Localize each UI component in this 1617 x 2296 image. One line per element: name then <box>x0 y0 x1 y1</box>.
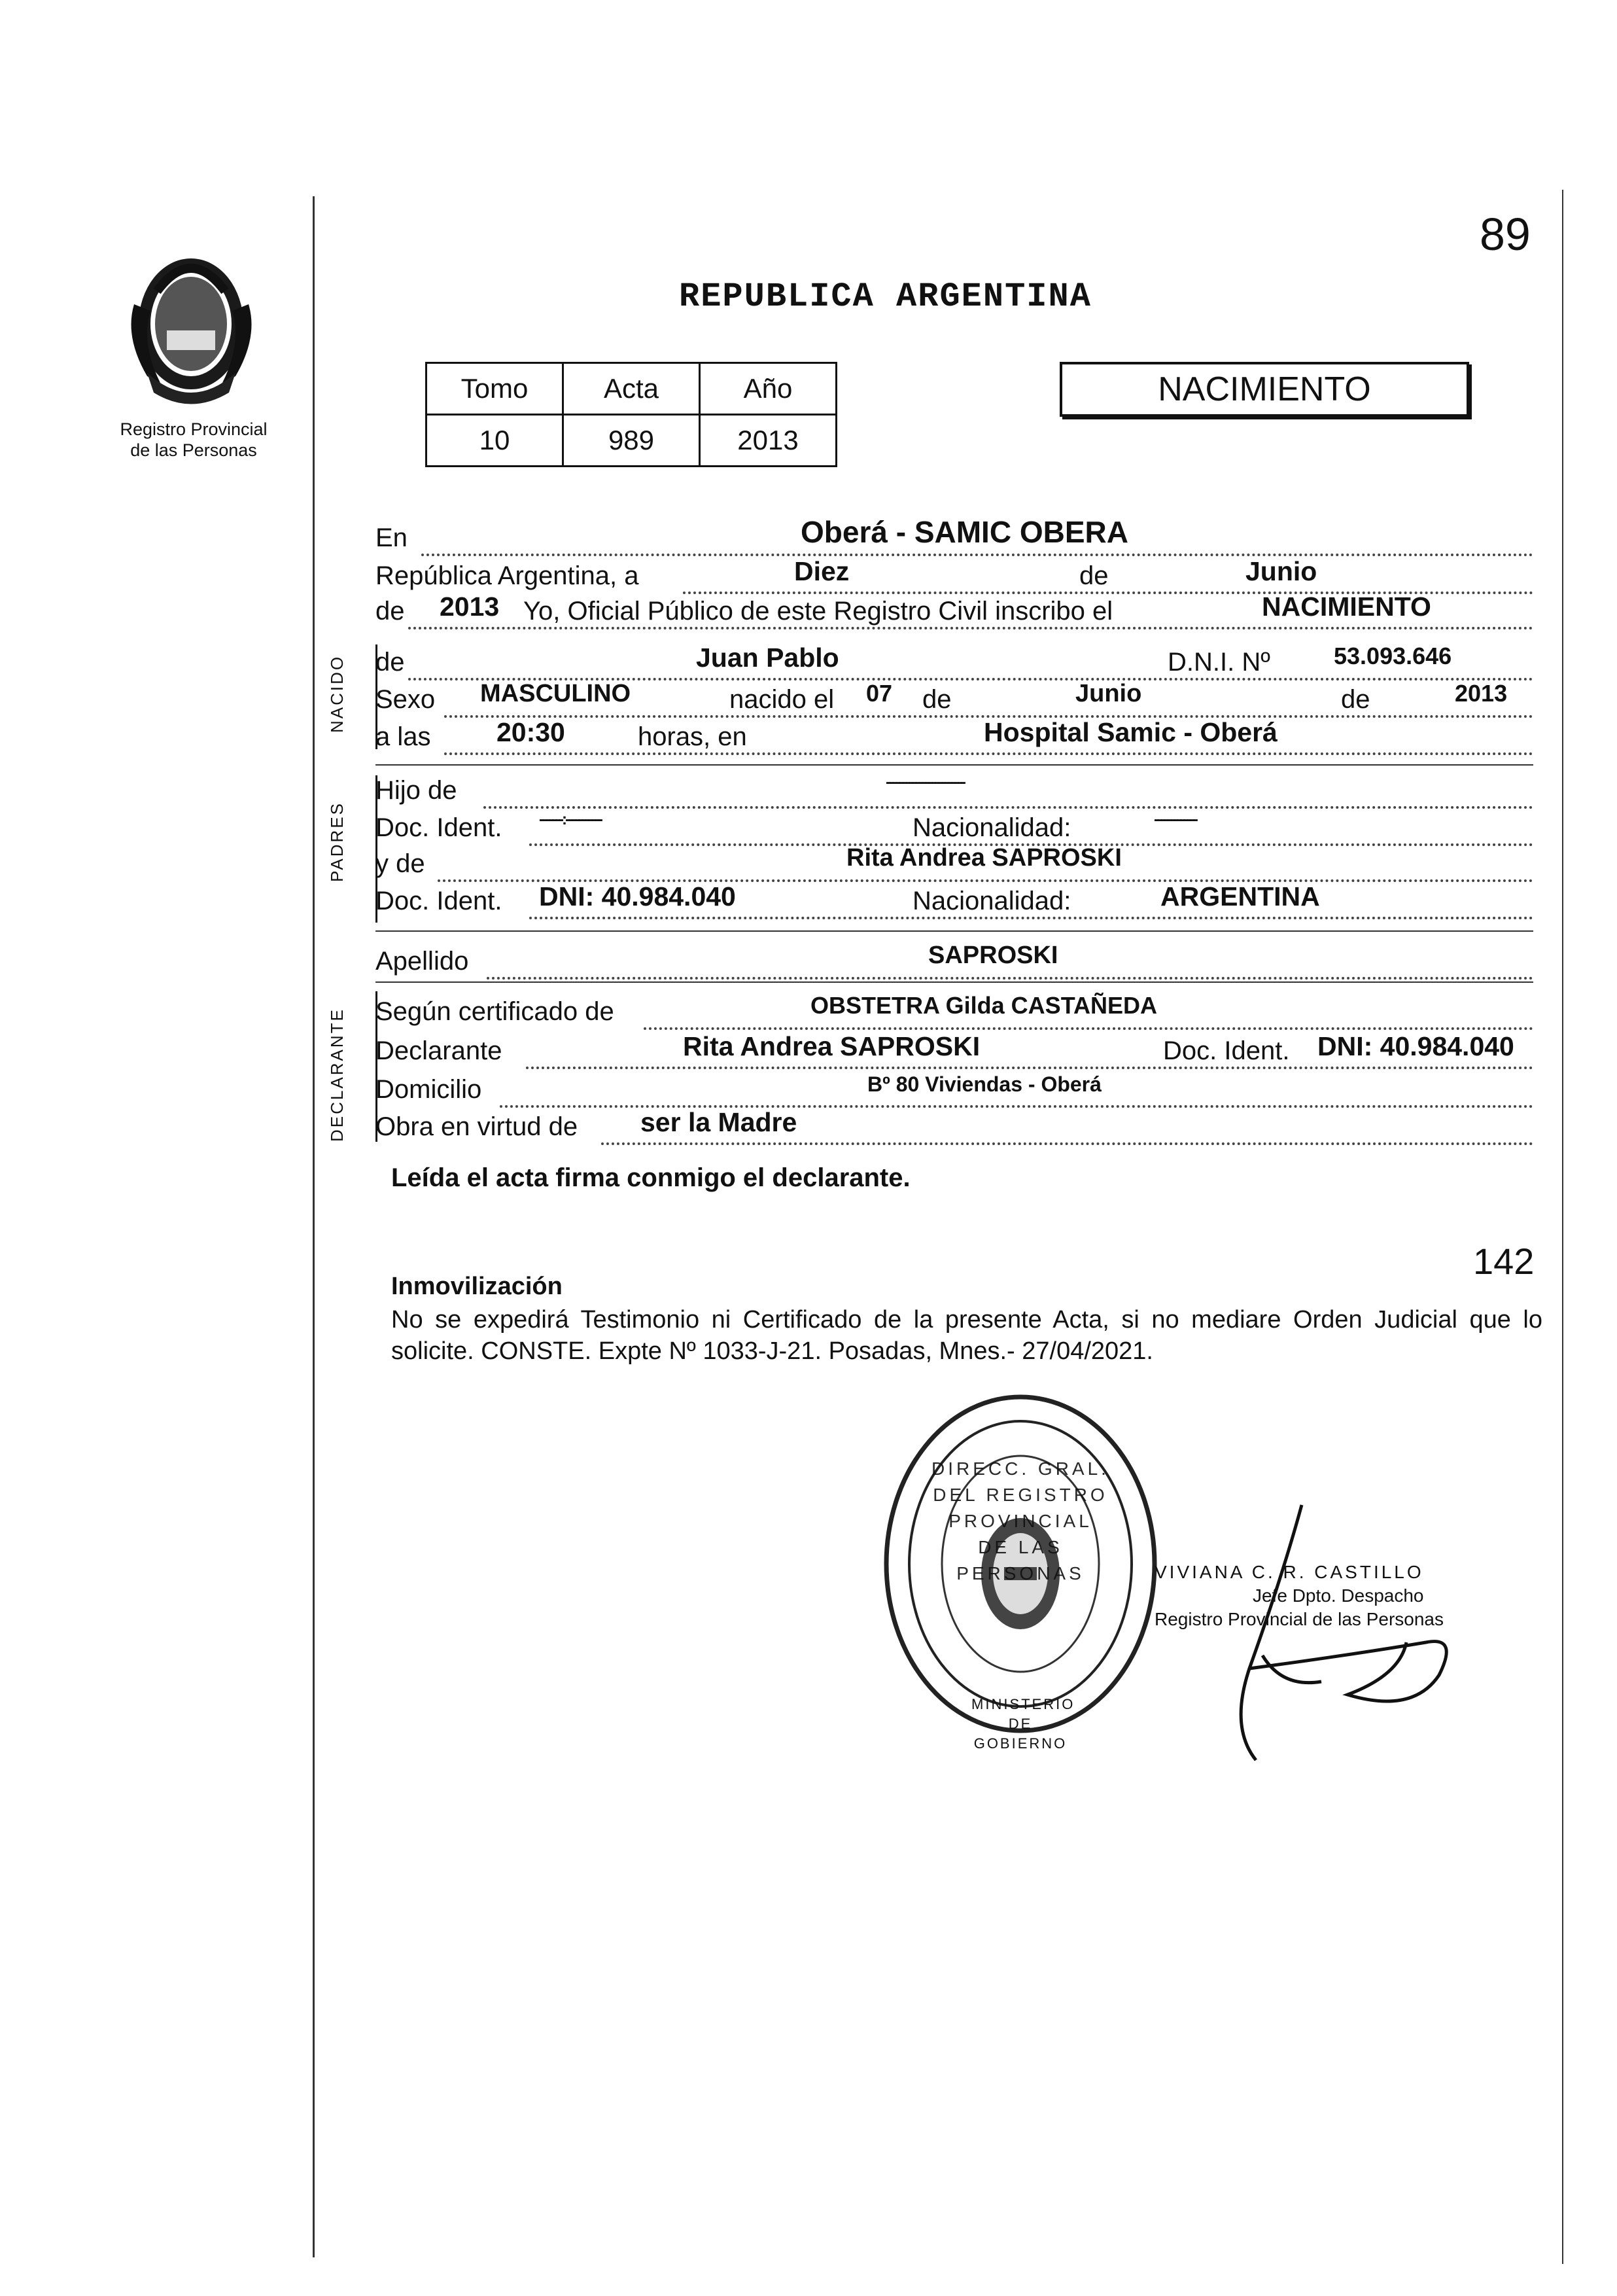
row-doc2 <box>375 881 1533 925</box>
registry-label <box>96 419 292 461</box>
label-domicilio: Domicilio <box>375 1075 482 1104</box>
value-father-doc: -------:----------- <box>539 811 601 828</box>
signature-mark <box>1151 1498 1478 1773</box>
signature-title: Jefe Dpto. Despacho <box>1253 1585 1424 1606</box>
label-y-de: y de <box>375 849 425 878</box>
dotted-line <box>529 917 1533 919</box>
record-table <box>425 362 837 467</box>
value-capacity: ser la Madre <box>640 1107 797 1137</box>
document-type-box: NACIMIENTO <box>1060 362 1469 417</box>
row-certificado <box>375 992 1533 1035</box>
row-yo <box>375 592 1533 635</box>
record-table-cell: 2013 <box>700 415 837 467</box>
value-certifier: OBSTETRA Gilda CASTAÑEDA <box>810 992 1158 1019</box>
row-en <box>375 515 1533 561</box>
value-day: Diez <box>794 556 850 586</box>
signature-office: Registro Provincial de las Personas <box>1155 1609 1444 1629</box>
province-seal-logo <box>121 252 262 409</box>
stamp-text: DIRECC. GRAL. DEL REGISTRO PROVINCIAL DE LAS PERSONAS <box>931 1458 1109 1583</box>
label-alas: a las <box>375 722 431 751</box>
label-de-month: de <box>918 685 956 715</box>
section-divider <box>375 764 1533 766</box>
closing-text: Leída el acta firma conmigo el declarante. <box>391 1163 911 1192</box>
label-obra: Obra en virtud de <box>375 1112 578 1141</box>
stamp-inner-text: MINISTERIO DE GOBIERNO <box>971 1696 1075 1752</box>
label-apellido: Apellido <box>375 947 469 976</box>
signature-block <box>1155 1561 1444 1631</box>
value-father-nationality: ------------- <box>1154 811 1196 828</box>
value-birth-place: Hospital Samic - Oberá <box>984 717 1278 747</box>
section-label-declarante: DECLARANTE <box>327 1008 347 1142</box>
row-domicilio <box>375 1072 1533 1113</box>
value-mother-nationality: ARGENTINA <box>1160 881 1320 911</box>
label-hijo: Hijo de <box>375 776 457 805</box>
value-birth-day: 07 <box>866 680 893 707</box>
dotted-line <box>408 627 1533 629</box>
label-nacido-el: nacido el <box>725 685 838 715</box>
registry-label-line2: de las Personas <box>130 440 257 460</box>
row-obra <box>375 1107 1533 1150</box>
label-de: de <box>375 648 405 677</box>
value-child-dni: 53.093.646 <box>1334 643 1452 669</box>
record-table-header-row <box>426 363 837 415</box>
value-time: 20:30 <box>496 717 565 747</box>
value-place: Oberá - SAMIC OBERA <box>801 515 1128 549</box>
value-inscribe: NACIMIENTO <box>1262 592 1431 622</box>
label-nacionalidad: Nacionalidad: <box>909 887 1075 916</box>
label-en: En <box>375 523 408 552</box>
dotted-line <box>487 977 1533 980</box>
record-table-header: Tomo <box>426 363 563 415</box>
right-margin-line <box>1562 190 1563 2264</box>
label-sexo: Sexo <box>375 685 436 714</box>
record-table-value-row <box>426 415 837 467</box>
section-label-nacido: NACIDO <box>327 654 347 733</box>
label-doc-ident: Doc. Ident. <box>375 813 502 842</box>
label-nacionalidad: Nacionalidad: <box>909 813 1075 843</box>
record-table-cell: 10 <box>426 415 563 467</box>
value-mother-doc: DNI: 40.984.040 <box>539 881 736 911</box>
value-declarant: Rita Andrea SAPROSKI <box>683 1031 981 1061</box>
dotted-line <box>421 554 1533 556</box>
note-number: 142 <box>1473 1241 1535 1282</box>
value-surname: SAPROSKI <box>928 942 1058 969</box>
row-hijo <box>375 773 1533 814</box>
value-sexo: MASCULINO <box>480 680 631 707</box>
dotted-line <box>644 1027 1533 1030</box>
label-doc-ident: Doc. Ident. <box>1159 1036 1293 1066</box>
dotted-line <box>483 806 1533 809</box>
value-birth-month: Junio <box>1075 680 1142 707</box>
row-alas <box>375 717 1533 760</box>
label-yo: Yo, Oficial Público de este Registro Civil inscribo el <box>519 597 1117 626</box>
value-year: 2013 <box>440 592 500 622</box>
label-dni: D.N.I. Nº <box>1164 648 1274 677</box>
label-certificado: Según certificado de <box>375 997 614 1026</box>
label-de: de <box>1075 561 1113 591</box>
record-table-header: Año <box>700 363 837 415</box>
label-republica: República Argentina, a <box>375 561 639 590</box>
registry-label-line1: Registro Provincial <box>120 419 268 439</box>
record-table-header: Acta <box>563 363 700 415</box>
inmovilizacion-text: No se expedirá Testimonio ni Certificado de la presente Acta, si no mediare Orden Judicial que lo solicite. CONSTE. Expte Nº 1033-J-21. Posadas, Mnes.- 27/04/2021. <box>391 1306 1542 1365</box>
document-title: REPUBLICA ARGENTINA <box>679 277 1092 316</box>
value-month: Junio <box>1245 556 1317 586</box>
label-doc-ident: Doc. Ident. <box>375 887 502 915</box>
dotted-line <box>601 1142 1533 1145</box>
label-declarante: Declarante <box>375 1036 502 1065</box>
row-apellido <box>375 942 1533 985</box>
label-de-year: de <box>375 597 405 626</box>
label-de-year: de <box>1337 685 1374 715</box>
page-number: 89 <box>1480 209 1531 260</box>
value-birth-year: 2013 <box>1455 680 1508 707</box>
signature-name: VIVIANA C. R. CASTILLO <box>1155 1562 1424 1582</box>
label-horas: horas, en <box>634 722 751 752</box>
dotted-line <box>444 752 1533 755</box>
value-address: Bº 80 Viviendas - Oberá <box>867 1072 1102 1096</box>
value-child-name: Juan Pablo <box>696 643 839 673</box>
section-divider <box>375 930 1533 932</box>
value-mother: Rita Andrea SAPROSKI <box>846 844 1122 872</box>
section-label-padres: PADRES <box>327 802 347 882</box>
section-divider <box>375 981 1533 983</box>
inmovilizacion-title: Inmovilización <box>391 1273 563 1300</box>
value-father: ------------------------ <box>886 773 964 791</box>
row-declarante <box>375 1031 1533 1074</box>
dotted-line <box>526 1067 1533 1069</box>
value-declarant-doc: DNI: 40.984.040 <box>1317 1031 1514 1061</box>
left-margin-line <box>313 196 315 2257</box>
record-table-cell: 989 <box>563 415 700 467</box>
